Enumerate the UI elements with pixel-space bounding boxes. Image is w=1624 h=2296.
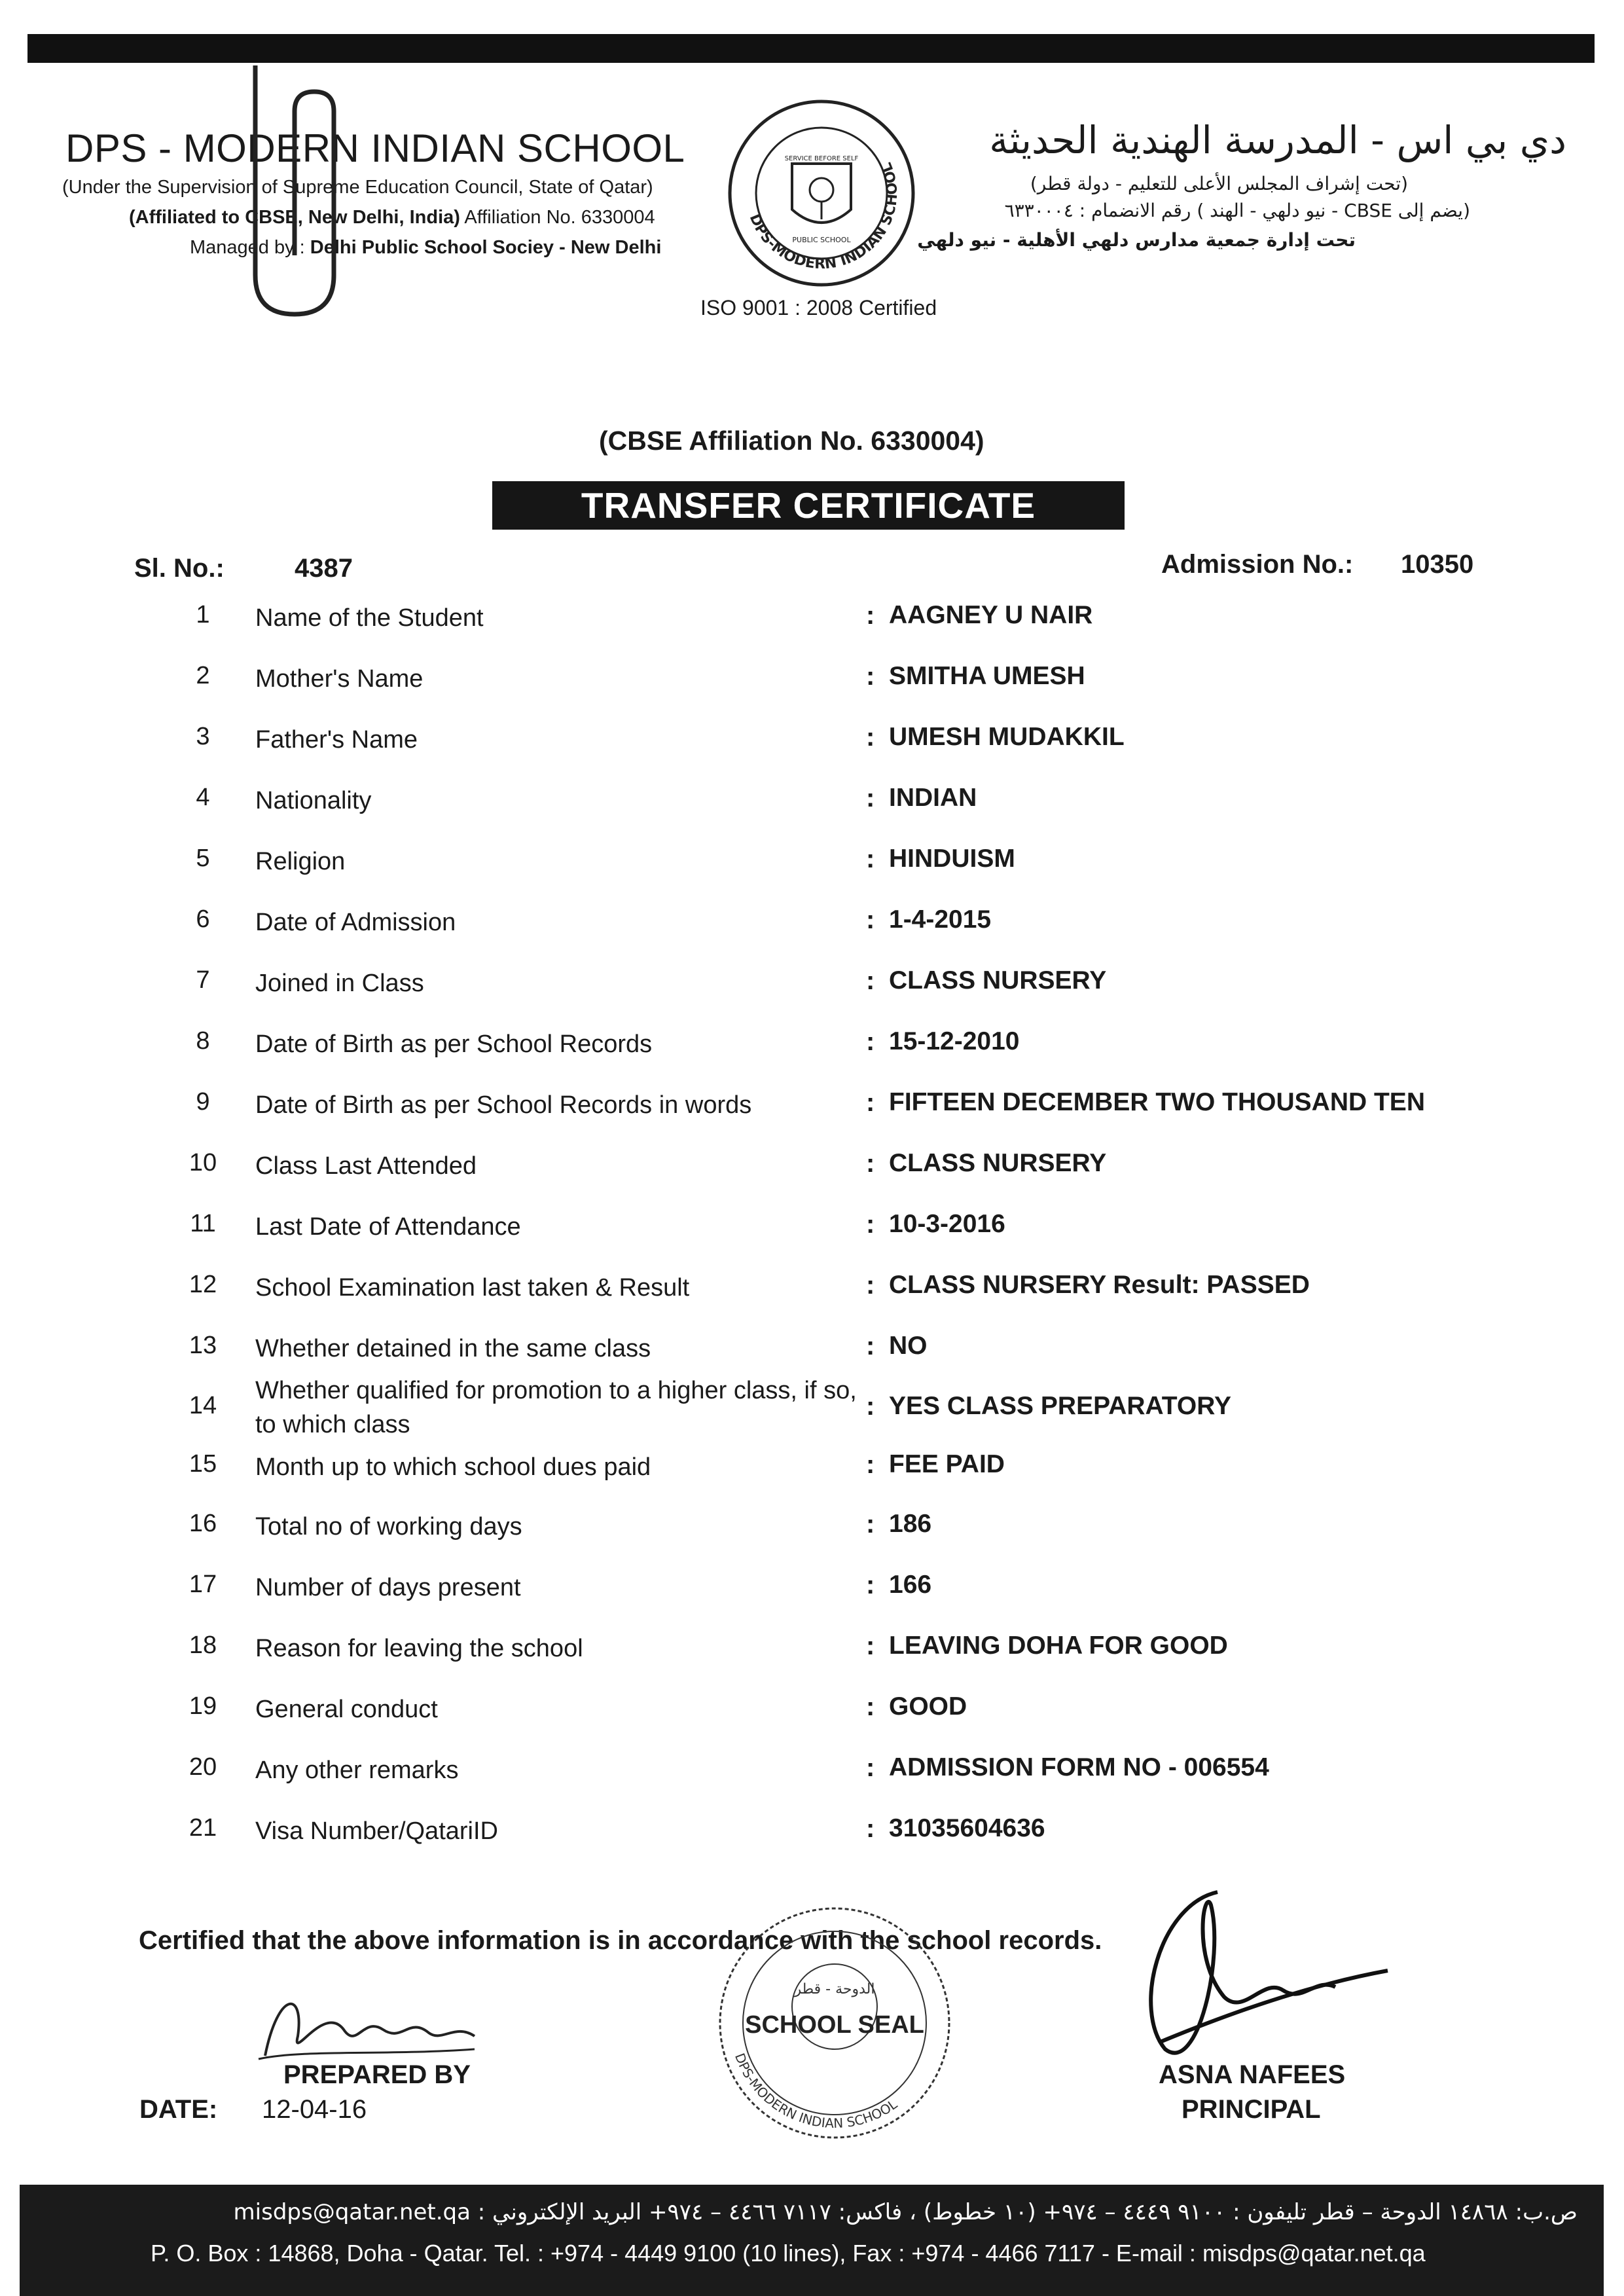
field-colon: : — [866, 1692, 875, 1721]
field-label: Religion — [255, 848, 346, 875]
field-number: 1 — [196, 601, 210, 629]
field-colon: : — [866, 1392, 875, 1421]
field-colon: : — [866, 1271, 875, 1300]
field-number: 2 — [196, 662, 210, 689]
affiliation-number: Affiliation No. 6330004 — [460, 207, 655, 228]
principal-title: PRINCIPAL — [1182, 2095, 1321, 2124]
field-label: Mother's Name — [255, 665, 424, 693]
cbse-affiliation: (CBSE Affiliation No. 6330004) — [599, 426, 984, 456]
field-colon: : — [866, 905, 875, 934]
field-row — [0, 1692, 1624, 1732]
field-value: CLASS NURSERY Result: PASSED — [889, 1271, 1310, 1299]
field-label: Number of days present — [255, 1574, 521, 1601]
field-label: Month up to which school dues paid — [255, 1453, 651, 1481]
field-number: 19 — [189, 1692, 217, 1720]
school-logo — [723, 95, 920, 291]
field-row — [0, 1374, 1624, 1438]
prepared-by-label: PREPARED BY — [283, 2060, 471, 2089]
field-row — [0, 1210, 1624, 1249]
field-colon: : — [866, 1631, 875, 1660]
field-colon: : — [866, 1210, 875, 1239]
field-colon: : — [866, 845, 875, 873]
field-value: GOOD — [889, 1692, 967, 1721]
principal-signature — [1119, 1879, 1394, 2082]
field-number: 5 — [196, 845, 210, 872]
field-number: 21 — [189, 1814, 217, 1842]
field-value: 1-4-2015 — [889, 905, 992, 934]
field-number: 12 — [189, 1271, 217, 1298]
field-value: 166 — [889, 1571, 932, 1599]
field-colon: : — [866, 784, 875, 812]
field-colon: : — [866, 966, 875, 995]
field-row — [0, 905, 1624, 945]
managed-by-society: Delhi Public School Sociey - New Delhi — [310, 237, 662, 258]
school-name: DPS - MODERN INDIAN SCHOOL — [65, 126, 685, 170]
school-seal-stamp — [704, 1902, 965, 2144]
field-row — [0, 1753, 1624, 1793]
field-label: Total no of working days — [255, 1513, 522, 1540]
field-row — [0, 1027, 1624, 1066]
footer-bar — [20, 2185, 1604, 2296]
field-colon: : — [866, 1332, 875, 1360]
field-row — [0, 1631, 1624, 1671]
field-label: Whether qualified for promotion to a higher class, if so, to which class — [255, 1377, 857, 1438]
field-value: YES CLASS PREPARATORY — [889, 1392, 1231, 1420]
field-label: Whether detained in the same class — [255, 1335, 651, 1362]
field-number: 17 — [189, 1571, 217, 1598]
arabic-managed-line: تحت إدارة جمعية مدارس دلهي الأهلية - نيو دلهي — [917, 229, 1356, 251]
field-value: SMITHA UMESH — [889, 662, 1085, 690]
field-label: Date of Birth as per School Records — [255, 1030, 653, 1058]
field-row — [0, 1510, 1624, 1549]
seal-text: SCHOOL SEAL — [745, 2011, 924, 2039]
field-value: FIFTEEN DECEMBER TWO THOUSAND TEN — [889, 1088, 1425, 1116]
field-label: School Examination last taken & Result — [255, 1274, 690, 1302]
field-number: 20 — [189, 1753, 217, 1781]
serial-number-label: Sl. No.: — [134, 554, 225, 583]
field-label: General conduct — [255, 1696, 438, 1723]
field-number: 15 — [189, 1450, 217, 1478]
field-row — [0, 1332, 1624, 1371]
principal-name: ASNA NAFEES — [1159, 2060, 1346, 2089]
field-number: 13 — [189, 1332, 217, 1359]
field-row — [0, 1271, 1624, 1310]
field-row — [0, 1814, 1624, 1853]
field-colon: : — [866, 723, 875, 752]
field-number: 6 — [196, 905, 210, 933]
arabic-affiliation-line: (يضم إلى CBSE - نيو دلهي - الهند ) رقم الانضمام : ٦٣٣٠٠٠٤ — [1004, 200, 1470, 221]
seal-ring-text: DPS-MODERN INDIAN SCHOOL — [731, 2050, 901, 2132]
field-colon: : — [866, 1814, 875, 1843]
svg-text:DPS-MODERN INDIAN SCHOOL — [732, 2051, 901, 2131]
date-label: DATE: — [139, 2095, 218, 2124]
field-value: 15-12-2010 — [889, 1027, 1020, 1055]
field-row — [0, 662, 1624, 701]
field-number: 4 — [196, 784, 210, 811]
iso-certification: ISO 9001 : 2008 Certified — [700, 296, 937, 319]
supervision-line: (Under the Supervision of Supreme Education Council, State of Qatar) — [62, 177, 653, 198]
certification-statement: Certified that the above information is in accordance with the school records. — [139, 1926, 1102, 1955]
field-value: UMESH MUDAKKIL — [889, 723, 1125, 751]
field-row — [0, 966, 1624, 1006]
field-colon: : — [866, 1510, 875, 1539]
issue-date: 12-04-16 — [262, 2095, 367, 2124]
field-number: 14 — [189, 1392, 217, 1419]
field-value: LEAVING DOHA FOR GOOD — [889, 1631, 1228, 1660]
field-row — [0, 601, 1624, 640]
field-row — [0, 784, 1624, 823]
field-row — [0, 1088, 1624, 1127]
field-label: Father's Name — [255, 726, 418, 754]
field-row — [0, 1571, 1624, 1610]
field-value: ADMISSION FORM NO - 006554 — [889, 1753, 1269, 1781]
affiliation-bold: (Affiliated to CBSE, New Delhi, India) — [129, 207, 460, 228]
field-label: Name of the Student — [255, 604, 484, 632]
field-label: Joined in Class — [255, 970, 424, 997]
field-value: CLASS NURSERY — [889, 966, 1107, 994]
field-colon: : — [866, 1571, 875, 1599]
field-value: AAGNEY U NAIR — [889, 601, 1093, 629]
field-label: Last Date of Attendance — [255, 1213, 521, 1241]
svg-text:DPS-MODERN INDIAN SCHOOL — [746, 160, 901, 273]
field-number: 9 — [196, 1088, 210, 1116]
field-row — [0, 1149, 1624, 1188]
field-number: 18 — [189, 1631, 217, 1659]
field-label: Any other remarks — [255, 1757, 459, 1784]
arabic-supervision-line: (تحت إشراف المجلس الأعلى للتعليم - دولة قطر) — [1030, 173, 1408, 194]
field-number: 16 — [189, 1510, 217, 1537]
field-value: 186 — [889, 1510, 932, 1538]
field-value: 10-3-2016 — [889, 1210, 1005, 1238]
field-colon: : — [866, 601, 875, 630]
footer-english-contact: P. O. Box : 14868, Doha - Qatar. Tel. : +974 - 4449 9100 (10 lines), Fax : +974 - 4466 7117 - E-mail : misdps@qatar.net.qa — [151, 2240, 1426, 2267]
field-row — [0, 723, 1624, 762]
field-number: 8 — [196, 1027, 210, 1055]
field-colon: : — [866, 1753, 875, 1782]
paper-clip-icon — [242, 59, 373, 334]
field-label: Nationality — [255, 787, 372, 814]
field-label: Date of Admission — [255, 909, 456, 936]
field-row — [0, 845, 1624, 884]
field-colon: : — [866, 1149, 875, 1178]
field-number: 11 — [190, 1210, 216, 1237]
field-label: Date of Birth as per School Records in words — [255, 1091, 752, 1119]
field-row — [0, 1450, 1624, 1489]
admission-number-label: Admission No.: — [1161, 550, 1354, 579]
school-name-arabic: دي بي اس - المدرسة الهندية الحديثة — [989, 118, 1566, 162]
affiliation-line — [129, 207, 655, 228]
admission-number: 10350 — [1401, 550, 1474, 579]
field-colon: : — [866, 662, 875, 691]
field-value: INDIAN — [889, 784, 977, 812]
footer-arabic-contact: ص.ب: ١٤٨٦٨ الدوحة – قطر تليفون : ٩١٠٠ ٤٤٤٩ – ٩٧٤+ (١٠ خطوط) ، فاكس: ٧١١٧ ٤٤٦٦ – ٩٧٤+ البريد الإلكتروني : misdps@qatar.net.qa — [233, 2199, 1578, 2225]
field-number: 7 — [196, 966, 210, 994]
serial-number: 4387 — [295, 554, 353, 583]
field-number: 10 — [189, 1149, 217, 1176]
field-value: CLASS NURSERY — [889, 1149, 1107, 1177]
managed-by-label: Managed by : — [190, 237, 310, 258]
logo-ring-text: DPS-MODERN INDIAN SCHOOL — [746, 160, 901, 273]
seal-arabic-city: الدوحة - قطر — [794, 1981, 875, 1997]
certificate-title: TRANSFER CERTIFICATE — [492, 481, 1125, 530]
field-value: HINDUISM — [889, 845, 1015, 873]
field-colon: : — [866, 1450, 875, 1479]
field-value: NO — [889, 1332, 928, 1360]
field-colon: : — [866, 1088, 875, 1117]
field-colon: : — [866, 1027, 875, 1056]
field-label: Visa Number/QatariID — [255, 1817, 498, 1845]
field-value: 31035604636 — [889, 1814, 1045, 1842]
logo-motto: SERVICE BEFORE SELF — [784, 155, 859, 162]
field-value: FEE PAID — [889, 1450, 1005, 1478]
logo-public-school: PUBLIC SCHOOL — [792, 236, 851, 244]
field-number: 3 — [196, 723, 210, 750]
field-label: Class Last Attended — [255, 1152, 477, 1180]
field-label: Reason for leaving the school — [255, 1635, 583, 1662]
